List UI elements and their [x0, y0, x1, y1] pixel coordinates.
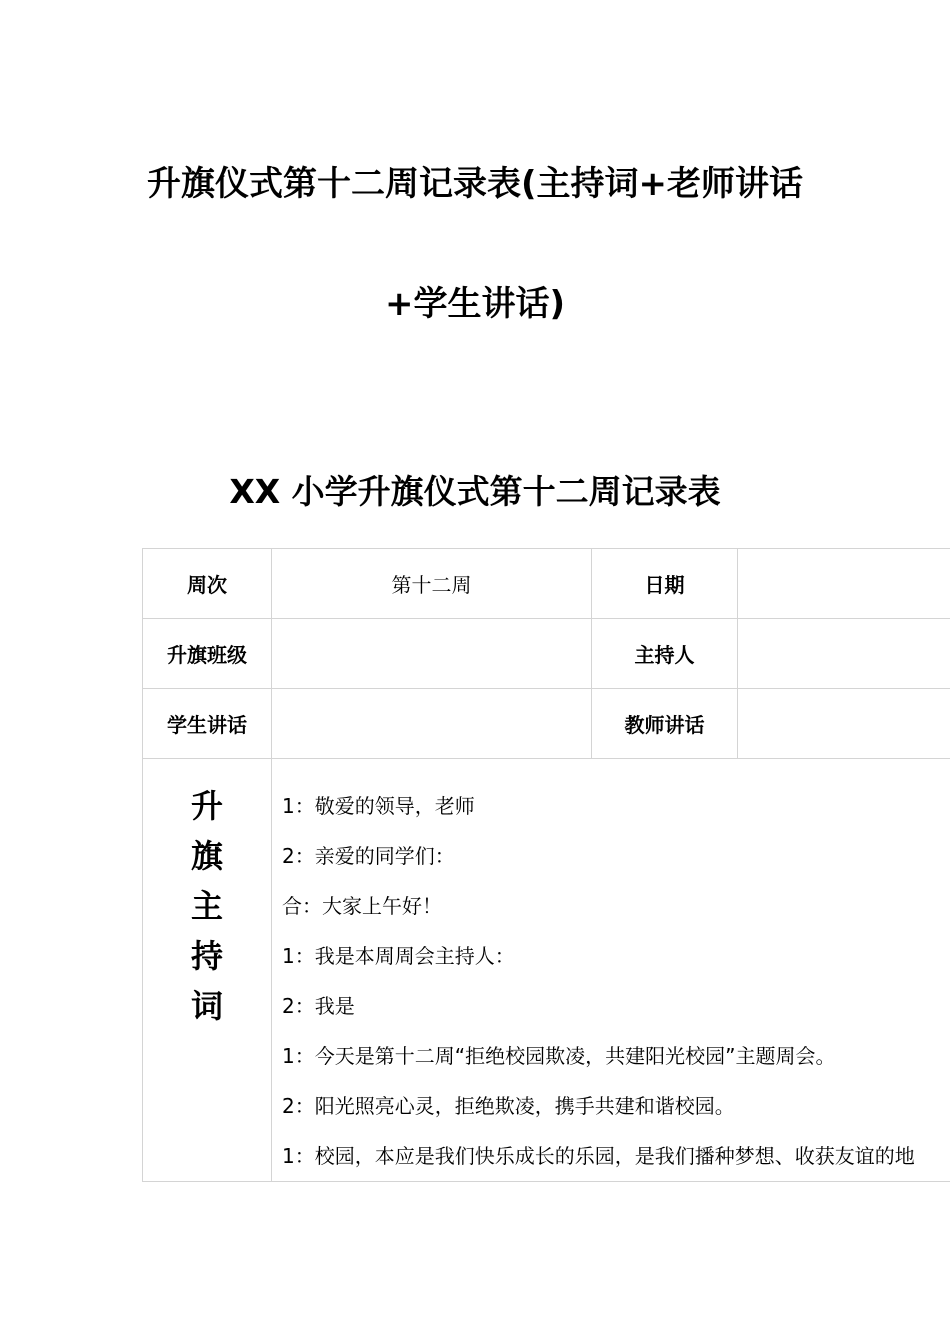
table-row-host-script	[143, 759, 950, 1182]
teacher-speech-label: 教师讲话	[592, 689, 738, 759]
teacher-speech-value	[738, 689, 950, 759]
week-label: 周次	[143, 549, 272, 619]
host-script-label	[143, 759, 272, 1182]
record-table	[142, 548, 950, 1182]
table-row-week	[143, 549, 950, 619]
document-title-line-2: +学生讲话)	[384, 284, 566, 324]
script-line: 2：阳光照亮心灵，拒绝欺凌，携手共建和谐校园。	[282, 1094, 735, 1118]
host-script-label-char: 持	[190, 937, 223, 975]
flag-class-value	[272, 619, 592, 689]
host-label: 主持人	[592, 619, 738, 689]
week-value: 第十二周	[272, 549, 592, 619]
host-script-label-char: 升	[190, 787, 223, 825]
flag-class-label: 升旗班级	[143, 619, 272, 689]
script-line: 2：我是	[282, 994, 355, 1018]
date-value	[738, 549, 950, 619]
table-row-class	[143, 619, 950, 689]
host-script-label-char: 旗	[190, 837, 223, 875]
student-speech-label: 学生讲话	[143, 689, 272, 759]
table-row-speeches	[143, 689, 950, 759]
script-line: 合：大家上午好！	[282, 894, 442, 918]
script-line: 1：我是本周周会主持人：	[282, 944, 515, 968]
student-speech-value	[272, 689, 592, 759]
script-line: 1：今天是第十二周“拒绝校园欺凌，共建阳光校园”主题周会。	[282, 1044, 836, 1068]
host-script-label-char: 主	[190, 887, 223, 925]
host-value	[738, 619, 950, 689]
table-heading: XX 小学升旗仪式第十二周记录表	[229, 472, 721, 511]
host-script-label-char: 词	[190, 987, 223, 1025]
script-line: 2：亲爱的同学们：	[282, 844, 455, 868]
document-title-line-1: 升旗仪式第十二周记录表(主持词+老师讲话	[146, 164, 804, 204]
host-script-lines	[272, 759, 950, 1181]
host-script-content	[272, 759, 950, 1182]
script-line: 1：校园，本应是我们快乐成长的乐园，是我们播种梦想、收获友谊的地	[282, 1144, 915, 1168]
script-line: 1：敬爱的领导，老师	[282, 794, 475, 818]
date-label: 日期	[592, 549, 738, 619]
